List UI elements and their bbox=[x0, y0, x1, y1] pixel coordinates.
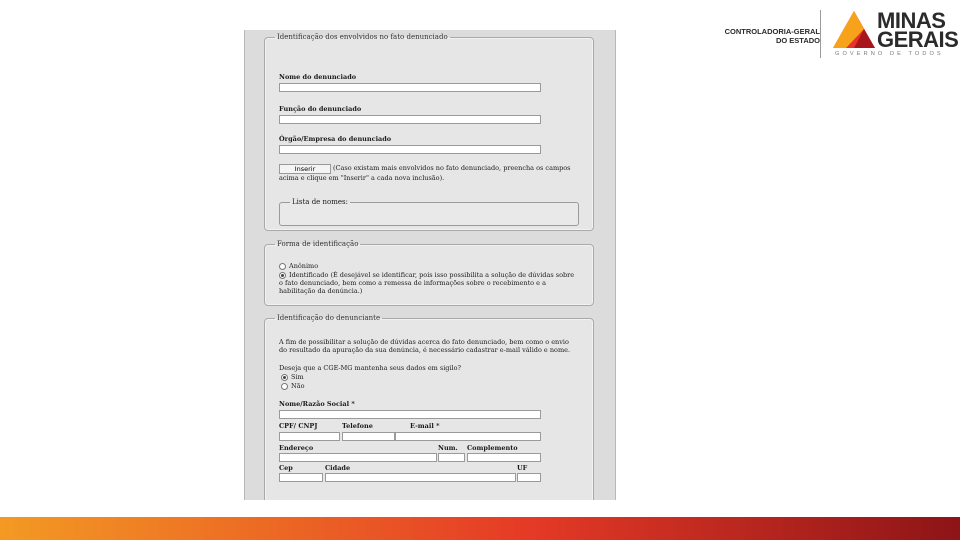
denunciante-fieldset bbox=[264, 314, 594, 500]
uf-label: UF bbox=[517, 464, 528, 472]
logo-org-line2: DO ESTADO bbox=[775, 36, 820, 45]
complemento-label: Complemento bbox=[467, 444, 518, 452]
cpf-cnpj-label: CPF/ CNPJ bbox=[279, 422, 318, 430]
sigilo-nao-radio[interactable] bbox=[281, 383, 288, 390]
cidade-label: Cidade bbox=[325, 464, 351, 472]
nome-razao-label: Nome/Razão Social * bbox=[279, 400, 355, 408]
email-label: E-mail * bbox=[410, 422, 440, 430]
sigilo-nao-option[interactable] bbox=[281, 382, 304, 390]
cep-label: Cep bbox=[279, 464, 293, 472]
identificado-label-line1: Identificado (É desejável se identificar, pois isso possibilita a solução de dúvidas sobre bbox=[289, 271, 575, 279]
uf-input[interactable] bbox=[517, 473, 541, 482]
telefone-label: Telefone bbox=[342, 422, 373, 430]
sigilo-question: Deseja que a CGE-MG mantenha seus dados em sigilo? bbox=[279, 364, 462, 372]
forma-identificacao-fieldset bbox=[264, 240, 594, 306]
identificado-label-line3: habilitação da denúncia.) bbox=[279, 287, 363, 295]
nome-denunciado-input[interactable] bbox=[279, 83, 541, 92]
inserir-button[interactable]: Inserir bbox=[279, 164, 331, 174]
inserir-help-line1: (Caso existam mais envolvidos no fato denunciado, preencha os campos bbox=[333, 164, 571, 172]
telefone-input[interactable] bbox=[342, 432, 395, 441]
sigilo-sim-label: Sim bbox=[291, 373, 304, 381]
denunciante-intro-line2: do resultado da apuração da sua denúncia, é necessário cadastrar e-mail válido e nome. bbox=[279, 346, 571, 354]
envolvidos-fieldset bbox=[264, 33, 594, 231]
forma-identificacao-legend: Forma de identificação bbox=[277, 240, 359, 248]
num-input[interactable] bbox=[438, 453, 465, 462]
envolvidos-legend: Identificação dos envolvidos no fato denunciado bbox=[277, 33, 448, 41]
cpf-cnpj-input[interactable] bbox=[279, 432, 340, 441]
funcao-denunciado-input[interactable] bbox=[279, 115, 541, 124]
cge-minas-gerais-logo bbox=[712, 10, 957, 62]
identificado-label-line2: o fato denunciado, bem como a remessa de informações sobre o recebimento e a bbox=[279, 279, 546, 287]
lista-nomes-box bbox=[279, 198, 579, 226]
email-input[interactable] bbox=[395, 432, 541, 441]
sigilo-sim-radio[interactable] bbox=[281, 374, 288, 381]
num-label: Num. bbox=[438, 444, 458, 452]
minas-gerais-triangle-icon bbox=[832, 10, 876, 50]
logo-tagline: GOVERNO DE TODOS bbox=[835, 51, 944, 57]
logo-divider bbox=[820, 10, 821, 58]
denunciante-intro-line1: A fim de possibilitar a solução de dúvidas acerca do fato denunciado, bem como o envio bbox=[279, 338, 569, 346]
sigilo-sim-option[interactable] bbox=[281, 373, 304, 381]
nome-denunciado-label: Nome do denunciado bbox=[279, 73, 357, 81]
orgao-denunciado-label: Órgão/Empresa do denunciado bbox=[279, 135, 392, 143]
lista-nomes-legend: Lista de nomes: bbox=[292, 198, 348, 206]
cep-input[interactable] bbox=[279, 473, 323, 482]
footer-gradient-bar bbox=[0, 517, 960, 540]
identificado-option[interactable] bbox=[279, 271, 574, 279]
form-screenshot bbox=[244, 30, 616, 500]
cidade-input[interactable] bbox=[325, 473, 516, 482]
funcao-denunciado-label: Função do denunciado bbox=[279, 105, 362, 113]
nome-razao-input[interactable] bbox=[279, 410, 541, 419]
sigilo-nao-label: Não bbox=[291, 382, 305, 390]
anonimo-label: Anônimo bbox=[289, 262, 319, 270]
identificado-radio[interactable] bbox=[279, 272, 286, 279]
endereco-label: Endereço bbox=[279, 444, 314, 452]
denunciante-legend: Identificação do denunciante bbox=[277, 314, 381, 322]
anonimo-radio[interactable] bbox=[279, 263, 286, 270]
inserir-help-line2: acima e clique em "Inserir" a cada nova inclusão). bbox=[279, 174, 445, 182]
complemento-input[interactable] bbox=[467, 453, 541, 462]
logo-brand-line1: MINAS bbox=[877, 8, 946, 33]
logo-brand-line2: GERAIS bbox=[877, 27, 959, 52]
anonimo-option[interactable] bbox=[279, 262, 318, 270]
orgao-denunciado-input[interactable] bbox=[279, 145, 541, 154]
endereco-input[interactable] bbox=[279, 453, 437, 462]
logo-org-line1: CONTROLADORIA-GERAL bbox=[724, 27, 820, 36]
